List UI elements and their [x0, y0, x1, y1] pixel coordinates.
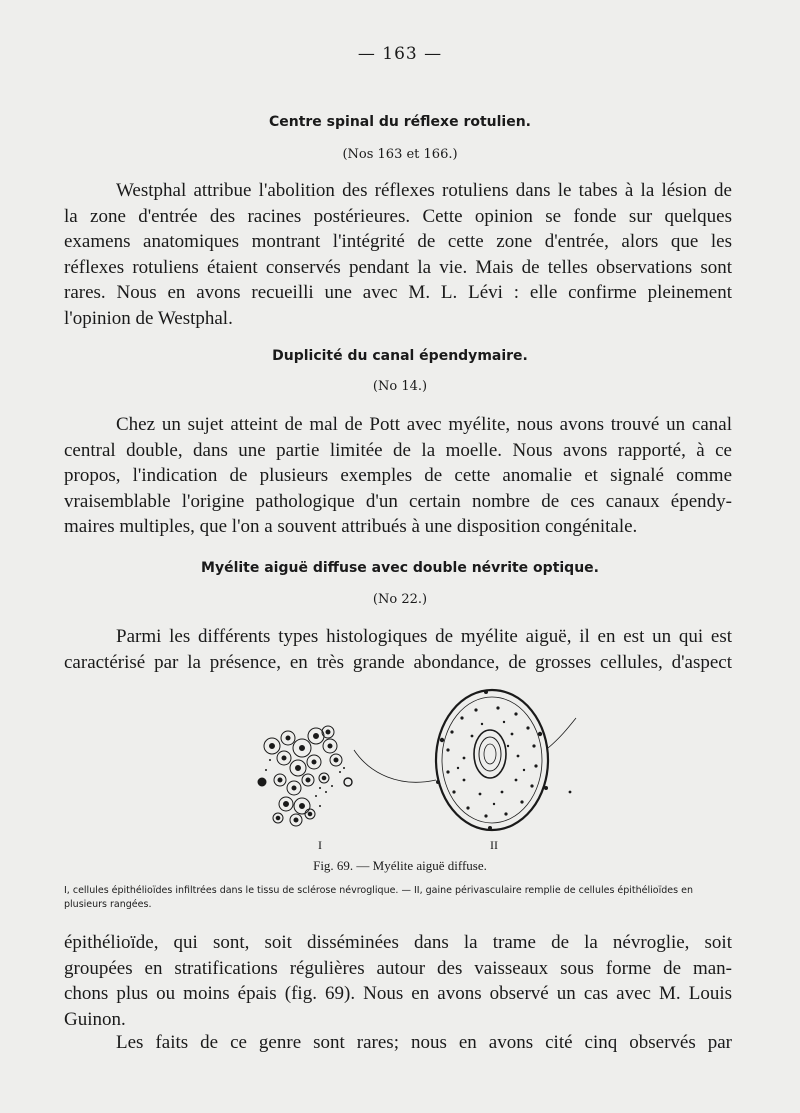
text-line: caractérisé par la présence, en très grande abondance, de grosses cellules, d'aspect: [64, 651, 732, 673]
text-line: central double, dans une partie limitée de la moelle. Nous avons rapporté, à ce: [64, 439, 732, 461]
section-reference: (Nos 163 et 166.): [342, 147, 458, 162]
text-line: Parmi les différents types histologiques de myélite aiguë, il en est un qui est: [116, 626, 732, 647]
text-line: épithélioïde, qui sont, soit disséminées dans la trame de la névroglie, soit: [64, 932, 732, 953]
text-line: Westphal attribue l'abolition des réflexes rotuliens dans le tabes à la lésion de: [116, 180, 732, 201]
figure-legend: I, cellules épithélioïdes infiltrées dans le tissu de sclérose névroglique. — II, gaine périvasculaire remplie de cellules épithélioïdes en plusieurs rangées.: [64, 885, 693, 910]
section-title-myelite: Myélite aiguë diffuse avec double névrite optique.: [201, 560, 599, 576]
figure-69-illustration: [250, 688, 580, 850]
paragraph-epithelioide: [64, 930, 732, 1032]
text-line: examens anatomiques montrant l'intégrité de cette zone d'entrée, alors que les: [64, 231, 732, 253]
cell-cluster-I: [258, 726, 352, 826]
figure-caption: Fig. 69. — Myélite aiguë diffuse.: [313, 858, 487, 873]
text-line: réflexes rotuliens étaient conservés pendant la vie. Mais de telles observations sont: [64, 256, 732, 278]
text-line: la zone d'entrée des racines postérieures. Cette opinion se fonde sur quelques: [64, 205, 732, 227]
perivascular-sheath-II: [354, 690, 576, 830]
cell-nuclei-II: [436, 690, 571, 830]
text-line: l'opinion de Westphal.: [64, 307, 233, 329]
text-line: Guinon.: [64, 1008, 126, 1030]
section-reference: (No 22.): [372, 592, 428, 607]
text-line: vraisemblable l'origine pathologique d'un certain nombre de ces canaux épendy-: [64, 490, 732, 512]
paragraph-westphal: [64, 178, 732, 332]
text-line: chons plus ou moins épais (fig. 69). Nous en avons observé un cas avec M. Louis: [64, 983, 732, 1005]
text-line: groupées en stratifications régulières autour des vaisseaux sous forme de man-: [64, 957, 732, 979]
text-line: rares. Nous en avons recueilli une avec M. L. Lévi : elle confirme pleinement: [64, 282, 732, 304]
section-title-reflexe-rotulien: Centre spinal du réflexe rotulien.: [268, 114, 532, 130]
paragraph-mal-de-pott: [64, 412, 732, 540]
text-line: Chez un sujet atteint de mal de Pott avec myélite, nous avons trouvé un canal: [116, 414, 732, 435]
text-line: Les faits de ce genre sont rares; nous en avons cité cinq observés par: [116, 1032, 732, 1053]
figure-label-II: II: [490, 838, 498, 852]
paragraph-myelite-types: [64, 624, 732, 675]
section-reference: (No 14.): [372, 379, 428, 394]
text-line: maires multiples, que l'on a souvent attribués à une disposition congénitale.: [64, 516, 638, 538]
paragraph-faits-rares: [64, 1030, 732, 1056]
text-line: propos, l'indication de plusieurs exemples de cette anomalie et signalé comme: [64, 465, 732, 487]
figure-label-I: I: [318, 838, 322, 852]
page-number: — 163 —: [357, 44, 443, 64]
speckle-dots-I: [265, 759, 345, 807]
section-title-canal-ependymaire: Duplicité du canal épendymaire.: [272, 348, 528, 364]
